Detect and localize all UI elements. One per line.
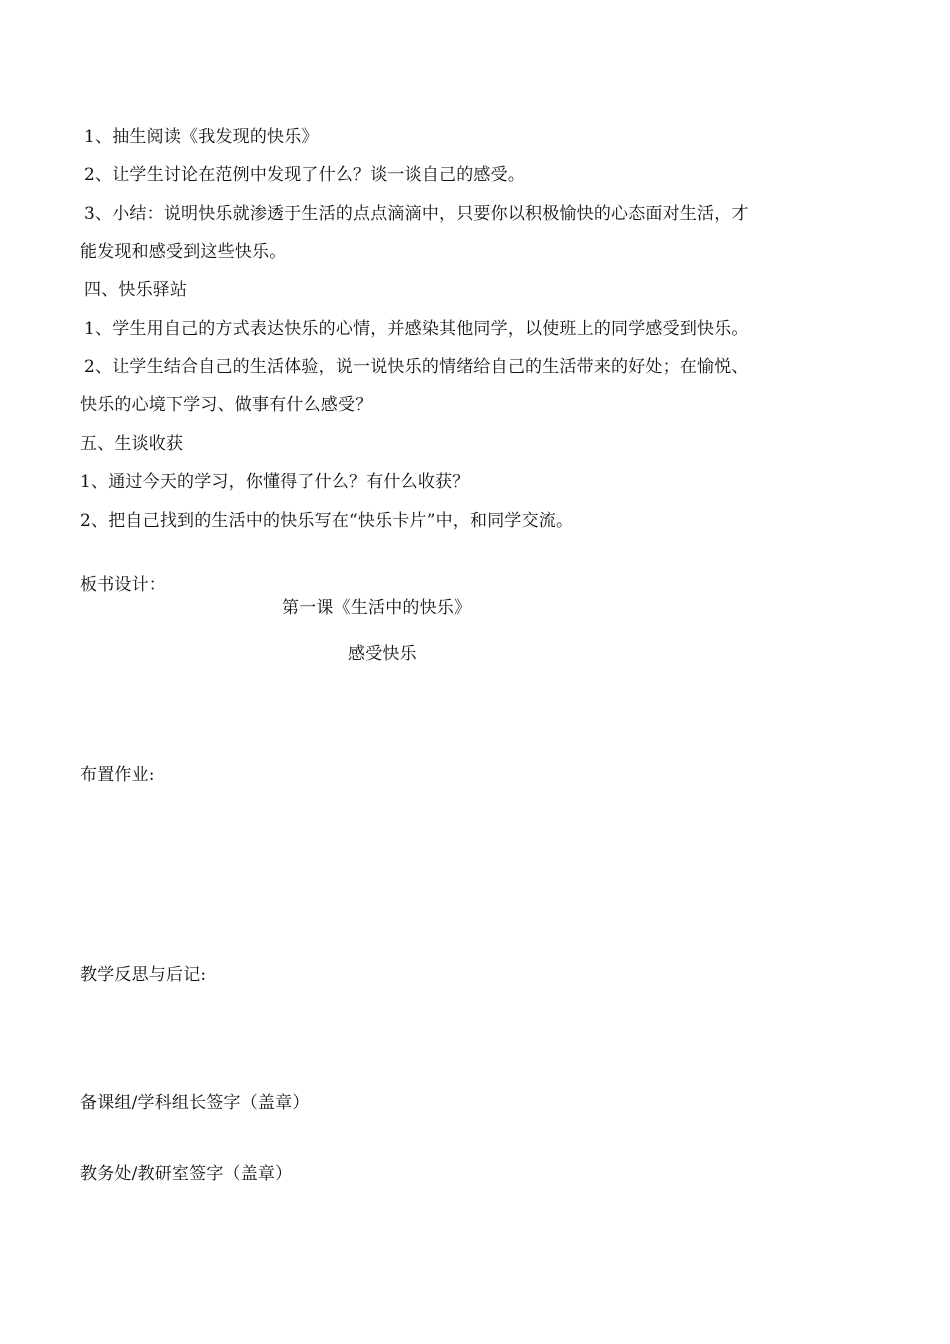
section-4-item-2-continued: 快乐的心境下学习、做事有什么感受？: [80, 395, 373, 415]
step-1: 1、抽生阅读《我发现的快乐》: [84, 127, 319, 147]
section-5-item-2: 2、把自己找到的生活中的快乐写在“快乐卡片”中，和同学交流。: [80, 511, 574, 531]
step-3-summary: 3、小结：说明快乐就渗透于生活的点点滴滴中，只要你以积极愉快的心态面对生活，才: [84, 204, 749, 224]
office-signature: 教务处/教研室签字（盖章）: [80, 1164, 293, 1184]
section-4-heading: 四、快乐驿站: [84, 280, 188, 300]
reflection-label: 教学反思与后记:: [80, 965, 207, 985]
section-5-heading: 五、生谈收获: [80, 434, 184, 454]
homework-label: 布置作业:: [80, 765, 155, 785]
section-4-item-1: 1、学生用自己的方式表达快乐的心情，并感染其他同学，以使班上的同学感受到快乐。: [84, 319, 749, 339]
section-5-item-1: 1、通过今天的学习，你懂得了什么？有什么收获？: [80, 472, 470, 492]
step-3-summary-continued: 能发现和感受到这些快乐。: [80, 242, 287, 262]
group-leader-signature: 备课组/学科组长签字（盖章）: [80, 1093, 310, 1113]
section-4-item-2: 2、让学生结合自己的生活体验，说一说快乐的情绪给自己的生活带来的好处；在愉悦、: [84, 357, 749, 377]
step-2: 2、让学生讨论在范例中发现了什么？谈一谈自己的感受。: [84, 165, 526, 185]
board-design-label: 板书设计：: [80, 575, 166, 595]
board-design-title: 第一课《生活中的快乐》: [282, 598, 472, 618]
board-design-subtitle: 感受快乐: [348, 644, 417, 664]
